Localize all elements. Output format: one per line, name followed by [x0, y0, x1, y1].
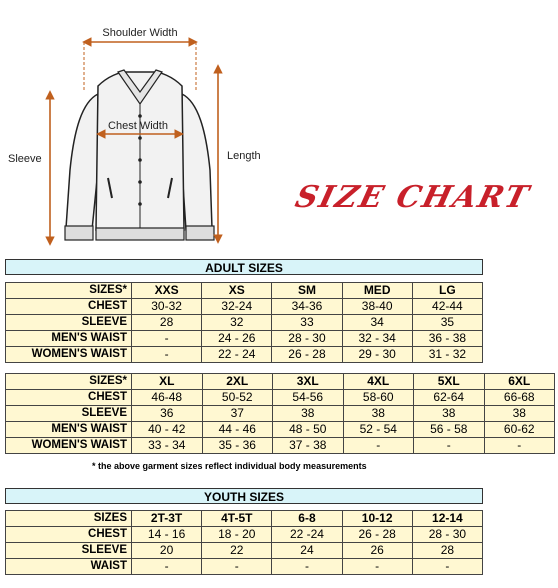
value-cell: -	[132, 559, 202, 575]
value-cell: 30-32	[132, 299, 202, 315]
value-cell: 28 - 30	[412, 527, 482, 543]
value-cell: -	[343, 438, 414, 454]
value-cell: 38-40	[342, 299, 412, 315]
adult-sizes-table-1	[5, 282, 483, 363]
value-cell: -	[202, 559, 272, 575]
value-cell: -	[132, 347, 202, 363]
size-header-cell: 2XL	[202, 374, 273, 390]
row-label-cell: CHEST	[6, 527, 132, 543]
table-row	[6, 299, 483, 315]
value-cell: 60-62	[484, 422, 555, 438]
value-cell: -	[132, 331, 202, 347]
value-cell: 28	[412, 543, 482, 559]
sleeve-label: Sleeve	[8, 153, 42, 165]
size-header-cell: LG	[412, 283, 482, 299]
value-cell: 38	[273, 406, 344, 422]
table-row	[6, 438, 555, 454]
value-cell: 32	[202, 315, 272, 331]
value-cell: 38	[484, 406, 555, 422]
value-cell: 33	[272, 315, 342, 331]
youth-sizes-heading: YOUTH SIZES	[5, 488, 483, 504]
value-cell: 54-56	[273, 390, 344, 406]
value-cell: 50-52	[202, 390, 273, 406]
size-header-cell: 6-8	[272, 511, 342, 527]
value-cell: 32-24	[202, 299, 272, 315]
size-header-cell: 10-12	[342, 511, 412, 527]
waistband	[96, 228, 184, 240]
value-cell: 35 - 36	[202, 438, 273, 454]
value-cell: 56 - 58	[414, 422, 485, 438]
header-row	[6, 283, 483, 299]
size-header-cell: 4T-5T	[202, 511, 272, 527]
value-cell: -	[272, 559, 342, 575]
value-cell: 26 - 28	[272, 347, 342, 363]
size-header-cell: 3XL	[273, 374, 344, 390]
size-header-cell: 2T-3T	[132, 511, 202, 527]
value-cell: 48 - 50	[273, 422, 344, 438]
value-cell: 28 - 30	[272, 331, 342, 347]
value-cell: -	[414, 438, 485, 454]
row-label-cell: MEN'S WAIST	[6, 331, 132, 347]
table-row	[6, 559, 483, 575]
value-cell: 52 - 54	[343, 422, 414, 438]
value-cell: 26 - 28	[342, 527, 412, 543]
value-cell: 66-68	[484, 390, 555, 406]
value-cell: 34	[342, 315, 412, 331]
table-row	[6, 315, 483, 331]
value-cell: 31 - 32	[412, 347, 482, 363]
row-label-cell: CHEST	[6, 299, 132, 315]
value-cell: -	[484, 438, 555, 454]
row-label-cell: WOMEN'S WAIST	[6, 438, 132, 454]
value-cell: 24	[272, 543, 342, 559]
value-cell: 22 -24	[272, 527, 342, 543]
left-sleeve-shape	[66, 94, 98, 230]
value-cell: 18 - 20	[202, 527, 272, 543]
value-cell: 42-44	[412, 299, 482, 315]
row-label-cell: CHEST	[6, 390, 132, 406]
value-cell: 26	[342, 543, 412, 559]
value-cell: 46-48	[132, 390, 203, 406]
sizes-header-cell: SIZES*	[6, 374, 132, 390]
value-cell: 28	[132, 315, 202, 331]
value-cell: 32 - 34	[342, 331, 412, 347]
chest-width-label: Chest Width	[108, 120, 168, 132]
value-cell: 34-36	[272, 299, 342, 315]
value-cell: 58-60	[343, 390, 414, 406]
size-header-cell: 12-14	[412, 511, 482, 527]
size-chart-title: SIZE CHART	[291, 180, 534, 215]
table-row	[6, 347, 483, 363]
value-cell: -	[412, 559, 482, 575]
sizes-footnote: * the above garment sizes reflect individual body measurements	[92, 461, 367, 471]
value-cell: 36 - 38	[412, 331, 482, 347]
value-cell: 40 - 42	[132, 422, 203, 438]
value-cell: 38	[414, 406, 485, 422]
table-row	[6, 390, 555, 406]
size-header-cell: MED	[342, 283, 412, 299]
value-cell: 62-64	[414, 390, 485, 406]
sizes-header-cell: SIZES*	[6, 283, 132, 299]
header-row	[6, 374, 555, 390]
value-cell: 33 - 34	[132, 438, 203, 454]
row-label-cell: SLEEVE	[6, 406, 132, 422]
value-cell: 14 - 16	[132, 527, 202, 543]
value-cell: 22 - 24	[202, 347, 272, 363]
value-cell: 35	[412, 315, 482, 331]
row-label-cell: SLEEVE	[6, 315, 132, 331]
size-header-cell: XXS	[132, 283, 202, 299]
size-header-cell: XS	[202, 283, 272, 299]
table-row	[6, 406, 555, 422]
row-label-cell: SLEEVE	[6, 543, 132, 559]
value-cell: -	[342, 559, 412, 575]
row-label-cell: WAIST	[6, 559, 132, 575]
value-cell: 29 - 30	[342, 347, 412, 363]
left-cuff	[65, 226, 93, 240]
adult-sizes-heading: ADULT SIZES	[5, 259, 483, 275]
size-header-cell: 6XL	[484, 374, 555, 390]
size-header-cell: SM	[272, 283, 342, 299]
right-sleeve-shape	[182, 94, 212, 230]
table-row	[6, 527, 483, 543]
value-cell: 37 - 38	[273, 438, 344, 454]
adult-sizes-table-2	[5, 373, 555, 454]
sizes-header-cell: SIZES	[6, 511, 132, 527]
length-label: Length	[227, 150, 261, 162]
shoulder-width-label: Shoulder Width	[102, 27, 178, 39]
value-cell: 37	[202, 406, 273, 422]
youth-sizes-table	[5, 510, 483, 575]
table-row	[6, 422, 555, 438]
jacket-illustration	[0, 0, 300, 258]
size-header-cell: XL	[132, 374, 203, 390]
row-label-cell: WOMEN'S WAIST	[6, 347, 132, 363]
table-row	[6, 331, 483, 347]
value-cell: 38	[343, 406, 414, 422]
value-cell: 20	[132, 543, 202, 559]
row-label-cell: MEN'S WAIST	[6, 422, 132, 438]
right-cuff	[186, 226, 214, 240]
header-row	[6, 511, 483, 527]
size-header-cell: 5XL	[414, 374, 485, 390]
value-cell: 36	[132, 406, 203, 422]
value-cell: 22	[202, 543, 272, 559]
value-cell: 24 - 26	[202, 331, 272, 347]
size-header-cell: 4XL	[343, 374, 414, 390]
value-cell: 44 - 46	[202, 422, 273, 438]
table-row	[6, 543, 483, 559]
